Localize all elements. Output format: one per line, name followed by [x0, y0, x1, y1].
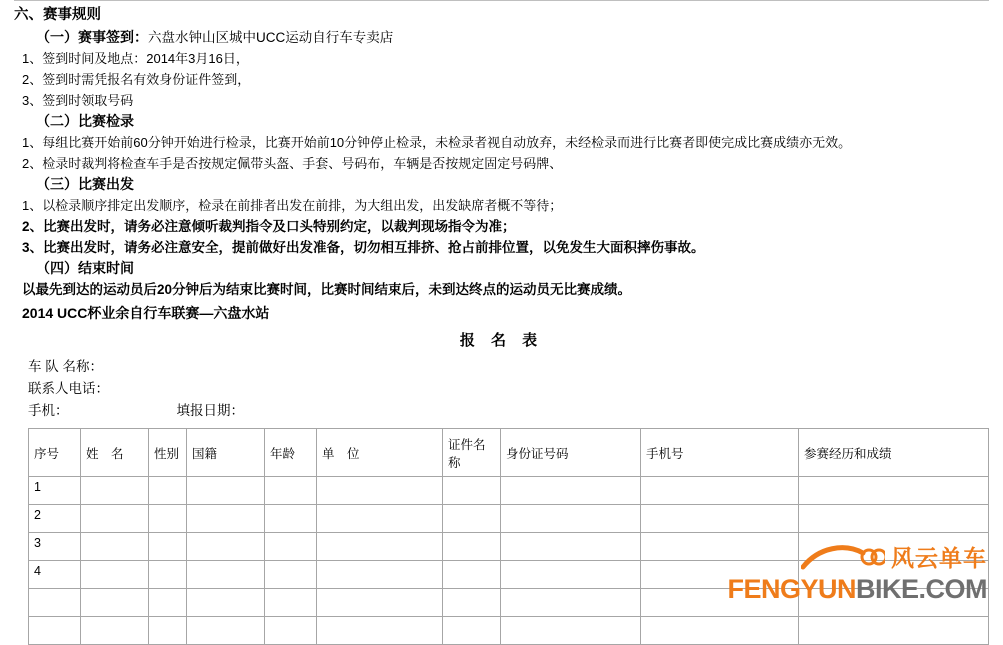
registration-table	[28, 428, 989, 645]
table-cell-unit[interactable]	[317, 477, 443, 505]
table-cell-age[interactable]	[265, 533, 317, 561]
table-cell-mobile[interactable]	[641, 561, 799, 589]
table-header-row	[29, 429, 989, 477]
subsection-3-item-2: 2、比赛出发时，请务必注意倾听裁判指令及口头特别约定，以裁判现场指令为准；	[22, 219, 516, 234]
table-header-id-number: 身份证号码	[501, 429, 641, 477]
form-title: 报 名 表	[459, 332, 544, 349]
table-cell-experience[interactable]	[799, 589, 989, 617]
table-cell-id-type[interactable]	[443, 533, 501, 561]
table-cell-experience[interactable]	[799, 533, 989, 561]
table-cell-experience[interactable]	[799, 477, 989, 505]
table-cell-nationality[interactable]	[187, 589, 265, 617]
table-cell-id-number[interactable]	[501, 561, 641, 589]
top-divider	[14, 0, 989, 1]
table-cell-name[interactable]	[81, 617, 149, 645]
table-cell-experience[interactable]	[799, 505, 989, 533]
table-row	[29, 589, 989, 617]
table-cell-nationality[interactable]	[187, 533, 265, 561]
table-cell-id-type[interactable]	[443, 477, 501, 505]
subsection-1-item-2: 2、签到时需凭报名有效身份证件签到，	[22, 72, 251, 87]
table-cell-name[interactable]	[81, 533, 149, 561]
table-cell-gender[interactable]	[149, 505, 187, 533]
table-cell-id-number[interactable]	[501, 617, 641, 645]
table-cell-mobile[interactable]	[641, 589, 799, 617]
table-cell-seq[interactable]: 2	[29, 505, 81, 533]
table-cell-nationality[interactable]	[187, 617, 265, 645]
field-team-name-label: 车 队 名称：	[28, 359, 104, 374]
table-cell-name[interactable]	[81, 589, 149, 617]
table-cell-age[interactable]	[265, 505, 317, 533]
table-header-id-type: 证件名称	[443, 429, 501, 477]
table-cell-age[interactable]	[265, 589, 317, 617]
watermark-brand-cn: 风云单车	[891, 545, 987, 572]
table-cell-id-type[interactable]	[443, 505, 501, 533]
table-cell-id-number[interactable]	[501, 505, 641, 533]
subsection-title-1-text: （一）赛事签到：	[36, 29, 148, 45]
table-cell-seq[interactable]	[29, 617, 81, 645]
table-cell-id-type[interactable]	[443, 561, 501, 589]
table-header-mobile: 手机号	[641, 429, 799, 477]
table-header-unit: 单 位	[317, 429, 443, 477]
field-contact-phone-label: 联系人电话：	[28, 381, 109, 396]
watermark-brand-en-2: BIKE.COM	[856, 574, 987, 604]
table-header-nationality: 国籍	[187, 429, 265, 477]
table-cell-id-number[interactable]	[501, 477, 641, 505]
subsection-4-item-1: 以最先到达的运动员后20分钟后为结束比赛时间，比赛时间结束后，未到达终点的运动员无比赛成绩。	[22, 282, 632, 297]
field-mobile-and-date	[28, 400, 989, 422]
table-row	[29, 561, 989, 589]
table-cell-age[interactable]	[265, 561, 317, 589]
table-cell-id-type[interactable]	[443, 589, 501, 617]
table-cell-id-number[interactable]	[501, 589, 641, 617]
table-cell-nationality[interactable]	[187, 561, 265, 589]
subsection-1-item-3: 3、签到时领取号码	[22, 93, 134, 108]
subsection-title-3: （三）比赛出发	[36, 176, 134, 192]
field-contact-phone	[28, 378, 989, 400]
watermark-brand-en-1: FENGYUN	[727, 574, 856, 604]
subsection-title-1-plain: 六盘水钟山区城中UCC运动自行车专卖店	[148, 30, 394, 45]
table-cell-gender[interactable]	[149, 477, 187, 505]
table-header-age: 年龄	[265, 429, 317, 477]
table-cell-age[interactable]	[265, 477, 317, 505]
table-cell-id-number[interactable]	[501, 533, 641, 561]
subsection-title-2: （二）比赛检录	[36, 113, 134, 129]
subsection-title-1	[36, 27, 989, 48]
subsection-title-4: （四）结束时间	[36, 260, 134, 276]
table-cell-unit[interactable]	[317, 505, 443, 533]
table-cell-gender[interactable]	[149, 533, 187, 561]
table-cell-name[interactable]	[81, 505, 149, 533]
table-row	[29, 505, 989, 533]
table-cell-name[interactable]	[81, 561, 149, 589]
subsection-2-item-1: 1、每组比赛开始前60分钟开始进行检录，比赛开始前10分钟停止检录，未检录者视自动放弃，未经检录而进行比赛者即使完成比赛成绩亦无效。	[22, 135, 852, 150]
table-cell-seq[interactable]: 3	[29, 533, 81, 561]
table-cell-seq[interactable]: 1	[29, 477, 81, 505]
subsection-3-item-3: 3、比赛出发时，请务必注意安全，提前做好出发准备，切勿相互排挤、抢占前排位置，以免发生大面积摔伤事故。	[22, 240, 705, 255]
table-cell-name[interactable]	[81, 477, 149, 505]
table-cell-id-type[interactable]	[443, 617, 501, 645]
table-header-name: 姓 名	[81, 429, 149, 477]
table-cell-seq[interactable]	[29, 589, 81, 617]
table-cell-experience[interactable]	[799, 617, 989, 645]
field-team-name	[28, 356, 989, 378]
table-cell-mobile[interactable]	[641, 505, 799, 533]
table-header-seq: 序号	[29, 429, 81, 477]
table-cell-age[interactable]	[265, 617, 317, 645]
table-cell-experience[interactable]	[799, 561, 989, 589]
table-cell-nationality[interactable]	[187, 505, 265, 533]
table-row	[29, 477, 989, 505]
table-cell-gender[interactable]	[149, 617, 187, 645]
table-cell-gender[interactable]	[149, 561, 187, 589]
subsection-2-item-2: 2、检录时裁判将检查车手是否按规定佩带头盔、手套、号码布，车辆是否按规定固定号码牌、	[22, 156, 563, 171]
table-cell-unit[interactable]	[317, 561, 443, 589]
section-heading: 六、赛事规则	[14, 7, 101, 23]
subsection-1-item-1: 1、签到时间及地点：2014年3月16日，	[22, 51, 249, 66]
subsection-3-item-1: 1、以检录顺序排定出发顺序，检录在前排者出发在前排，为大组出发，出发缺席者概不等待；	[22, 198, 563, 213]
table-row	[29, 533, 989, 561]
table-cell-mobile[interactable]	[641, 477, 799, 505]
table-row	[29, 617, 989, 645]
field-fill-date-label: 填报日期：	[176, 403, 244, 418]
field-mobile-label: 手机：	[28, 403, 69, 418]
table-header-gender: 性别	[149, 429, 187, 477]
table-cell-gender[interactable]	[149, 589, 187, 617]
table-header-experience: 参赛经历和成绩	[799, 429, 989, 477]
table-cell-seq[interactable]: 4	[29, 561, 81, 589]
table-cell-nationality[interactable]	[187, 477, 265, 505]
table-cell-mobile[interactable]	[641, 617, 799, 645]
table-cell-unit[interactable]	[317, 589, 443, 617]
table-cell-unit[interactable]	[317, 533, 443, 561]
table-cell-mobile[interactable]	[641, 533, 799, 561]
league-title: 2014 UCC杯业余自行车联赛—六盘水站	[22, 305, 270, 321]
table-cell-unit[interactable]	[317, 617, 443, 645]
